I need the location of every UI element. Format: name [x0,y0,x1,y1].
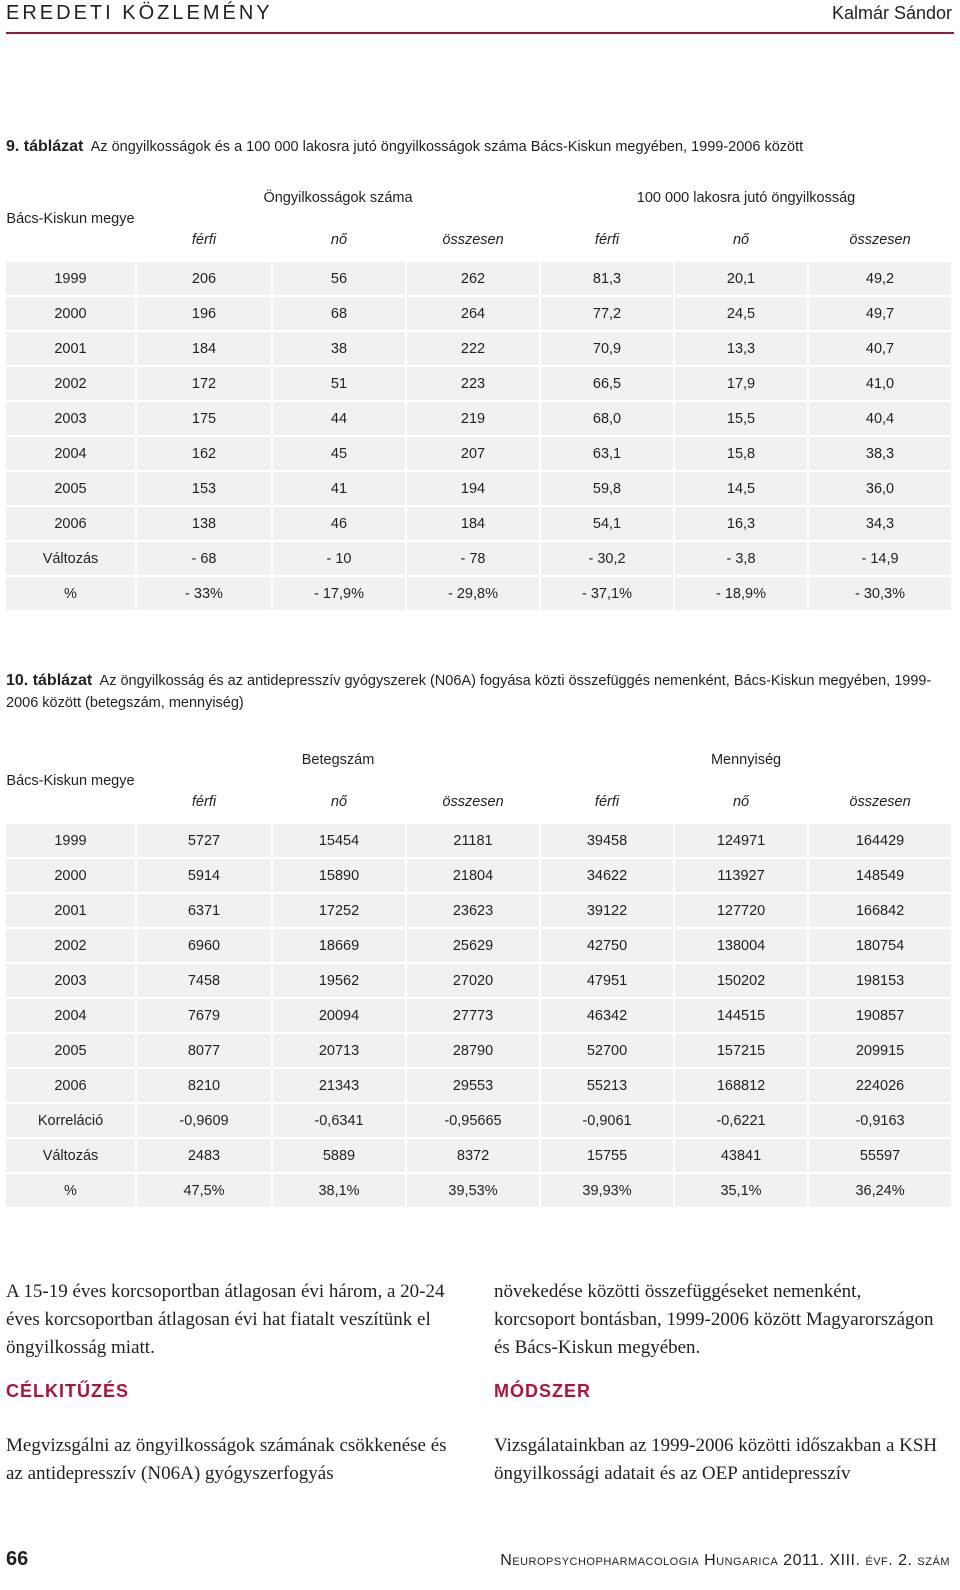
table-cell: - 30,2 [540,541,674,576]
table-cell: 6960 [136,928,272,963]
table-cell: 20,1 [674,261,808,296]
table-cell: 138004 [674,928,808,963]
table-cell: 63,1 [540,436,674,471]
table-cell: 54,1 [540,506,674,541]
table-cell: 124971 [674,823,808,858]
table-cell: - 3,8 [674,541,808,576]
table-cell: 144515 [674,998,808,1033]
right-section-heading: MÓDSZER [494,1381,591,1401]
table-cell: -0,6221 [674,1103,808,1138]
table-cell: 39,53% [406,1173,540,1208]
table-cell: - 29,8% [406,576,540,611]
table-cell: 68 [272,296,406,331]
table9-caption [6,136,952,158]
table-cell: -0,9163 [808,1103,952,1138]
table10-caption-text: Az öngyilkosság és az antidepresszív gyógyszerek (N06A) fogyása közti összefüggés nemenként, Bács-Kiskun megyében, 1999-2006 között (betegszám, mennyiség) [6,673,932,711]
column-header: nő [272,219,406,261]
table-cell: 172 [136,366,272,401]
table-cell: 66,5 [540,366,674,401]
table-row [6,366,952,401]
table-cell: 162 [136,436,272,471]
column-header: nő [272,781,406,823]
table-cell: 39,93% [540,1173,674,1208]
column-header: férfi [136,219,272,261]
table-cell: 7458 [136,963,272,998]
table-cell: 81,3 [540,261,674,296]
row-label: 2003 [6,401,136,436]
table-cell: 43841 [674,1138,808,1173]
row-label: Korreláció [6,1103,136,1138]
table9 [6,178,953,612]
table-cell: 40,4 [808,401,952,436]
author-name: Kalmár Sándor [831,3,952,23]
row-label: 2004 [6,998,136,1033]
row-label: 2006 [6,1068,136,1103]
journal-citation: Neuropsychopharmacologia Hungarica 2011. XIII. évf. 2. szám [500,1552,950,1569]
table-cell: 17252 [272,893,406,928]
table-cell: 153 [136,471,272,506]
row-label: 2002 [6,366,136,401]
table-cell: 47951 [540,963,674,998]
table-cell: 39122 [540,893,674,928]
table-cell: 184 [406,506,540,541]
table-row [6,1103,952,1138]
table-cell: 190857 [808,998,952,1033]
table-cell: 38 [272,331,406,366]
table-cell: 180754 [808,928,952,963]
table-cell: -0,9609 [136,1103,272,1138]
table-cell: 15890 [272,858,406,893]
table10 [6,740,953,1209]
table-cell: 157215 [674,1033,808,1068]
table-cell: - 68 [136,541,272,576]
table-cell: 49,7 [808,296,952,331]
table-cell: - 33% [136,576,272,611]
table-cell: 168812 [674,1068,808,1103]
table-cell: 21343 [272,1068,406,1103]
table-cell: 25629 [406,928,540,963]
table-cell: - 17,9% [272,576,406,611]
table-cell: 6371 [136,893,272,928]
table10-caption [6,670,952,714]
table-cell: 68,0 [540,401,674,436]
column-header: összesen [406,781,540,823]
table-row [6,998,952,1033]
table-row [6,541,952,576]
table-cell: 56 [272,261,406,296]
table-row [6,471,952,506]
table-cell: 223 [406,366,540,401]
table-cell: 14,5 [674,471,808,506]
table-cell: -0,9061 [540,1103,674,1138]
table-cell: 41,0 [808,366,952,401]
column-header: nő [674,781,808,823]
row-label: 1999 [6,261,136,296]
table9-region-header: Bács-Kiskun megye [6,178,136,261]
table-row [6,858,952,893]
table-cell: 55213 [540,1068,674,1103]
table-row [6,576,952,611]
table-cell: 13,3 [674,331,808,366]
table10-region-header: Bács-Kiskun megye [6,740,136,823]
table-cell: 224026 [808,1068,952,1103]
table-cell: -0,95665 [406,1103,540,1138]
table9-group-header: 100 000 lakosra jutó öngyilkosság [540,178,952,219]
column-header: férfi [540,781,674,823]
right-paragraph-2: Vizsgálatainkban az 1999-2006 közötti időszakban a KSH öngyilkossági adatait és az OEP antidepresszív [494,1435,938,1484]
page-header [0,0,960,36]
row-label: Változás [6,1138,136,1173]
table-cell: 36,0 [808,471,952,506]
table-cell: 59,8 [540,471,674,506]
row-label: 2000 [6,296,136,331]
table-cell: 222 [406,331,540,366]
table9-caption-text: Az öngyilkosságok és a 100 000 lakosra jutó öngyilkosságok száma Bács-Kiskun megyében, 1999-2006 között [90,139,804,155]
row-label: 2004 [6,436,136,471]
table-row [6,1173,952,1208]
row-label: 2001 [6,331,136,366]
table-cell: 18669 [272,928,406,963]
left-section-heading: CÉLKITŰZÉS [6,1381,130,1401]
table-cell: 39458 [540,823,674,858]
row-label: 1999 [6,823,136,858]
table-cell: 17,9 [674,366,808,401]
table-cell: 36,24% [808,1173,952,1208]
table-cell: 7679 [136,998,272,1033]
table-row [6,436,952,471]
table-cell: 164429 [808,823,952,858]
table-cell: 44 [272,401,406,436]
table-cell: 55597 [808,1138,952,1173]
header-divider [6,32,954,34]
table-cell: 194 [406,471,540,506]
table-cell: 28790 [406,1033,540,1068]
table-cell: 16,3 [674,506,808,541]
table-cell: 20094 [272,998,406,1033]
table-cell: 41 [272,471,406,506]
table-cell: 34,3 [808,506,952,541]
row-label: 2000 [6,858,136,893]
table-cell: 8372 [406,1138,540,1173]
table-cell: 5914 [136,858,272,893]
table-cell: 42750 [540,928,674,963]
row-label: % [6,576,136,611]
left-paragraph-1: A 15-19 éves korcsoportban átlagosan évi három, a 20-24 éves korcsoportban átlagosan évi hat fiatalt veszítünk el öngyilkosság miatt. [6,1281,445,1358]
table-row [6,331,952,366]
table-cell: 262 [406,261,540,296]
table-cell: 38,3 [808,436,952,471]
row-label: 2005 [6,1033,136,1068]
table10-group-header: Mennyiség [540,740,952,781]
page-number: 66 [6,1548,29,1570]
table-cell: 23623 [406,893,540,928]
table-cell: 70,9 [540,331,674,366]
table-cell: 21804 [406,858,540,893]
table-cell: 5727 [136,823,272,858]
table-cell: 148549 [808,858,952,893]
table-cell: 196 [136,296,272,331]
table-row [6,296,952,331]
table-cell: 15454 [272,823,406,858]
row-label: 2006 [6,506,136,541]
right-paragraph-1: növekedése közötti összefüggéseket nemenként, korcsoport bontásban, 1999-2006 között Magyarországon és Bács-Kiskun megyében. [494,1281,934,1358]
table-cell: - 18,9% [674,576,808,611]
column-header: férfi [540,219,674,261]
table-row [6,1033,952,1068]
table10-label: 10. táblázat [6,672,93,689]
table-cell: 8210 [136,1068,272,1103]
table-cell: 175 [136,401,272,436]
table-cell: 206 [136,261,272,296]
row-label: 2001 [6,893,136,928]
table-cell: 138 [136,506,272,541]
table-cell: 113927 [674,858,808,893]
table-cell: 51 [272,366,406,401]
table-cell: 219 [406,401,540,436]
left-paragraph-2: Megvizsgálni az öngyilkosságok számának csökkenése és az antidepresszív (N06A) gyógyszerfogyás [6,1435,447,1484]
row-label: 2002 [6,928,136,963]
table-row [6,261,952,296]
table-cell: 38,1% [272,1173,406,1208]
table-cell: 264 [406,296,540,331]
table-cell: 184 [136,331,272,366]
column-header: összesen [808,219,952,261]
table-cell: - 14,9 [808,541,952,576]
table9-group-header: Öngyilkosságok száma [136,178,540,219]
table-row [6,1138,952,1173]
table-cell: 209915 [808,1033,952,1068]
section-title: EREDETI KÖZLEMÉNY [6,2,273,24]
table-cell: 34622 [540,858,674,893]
table-cell: 24,5 [674,296,808,331]
table-cell: 20713 [272,1033,406,1068]
table-row [6,506,952,541]
table-cell: 46 [272,506,406,541]
table-cell: 47,5% [136,1173,272,1208]
table-cell: 127720 [674,893,808,928]
column-header: férfi [136,781,272,823]
table-cell: 15,5 [674,401,808,436]
table-row [6,963,952,998]
row-label: Változás [6,541,136,576]
table-cell: 198153 [808,963,952,998]
row-label: % [6,1173,136,1208]
table-row [6,401,952,436]
table-cell: -0,6341 [272,1103,406,1138]
table10-group-header: Betegszám [136,740,540,781]
table-row [6,823,952,858]
table-cell: 207 [406,436,540,471]
table-cell: 21181 [406,823,540,858]
table-cell: 35,1% [674,1173,808,1208]
table-cell: - 78 [406,541,540,576]
column-header: összesen [406,219,540,261]
table-cell: 77,2 [540,296,674,331]
table-cell: 8077 [136,1033,272,1068]
table-row [6,928,952,963]
row-label: 2003 [6,963,136,998]
table-row [6,1068,952,1103]
table-cell: 166842 [808,893,952,928]
table-cell: 29553 [406,1068,540,1103]
table-cell: 5889 [272,1138,406,1173]
table-cell: - 30,3% [808,576,952,611]
column-header: összesen [808,781,952,823]
table-cell: 49,2 [808,261,952,296]
table-cell: 45 [272,436,406,471]
table-cell: 46342 [540,998,674,1033]
table-row [6,893,952,928]
table-cell: 15,8 [674,436,808,471]
table-cell: 52700 [540,1033,674,1068]
table-cell: 2483 [136,1138,272,1173]
table-cell: 27773 [406,998,540,1033]
row-label: 2005 [6,471,136,506]
table-cell: 150202 [674,963,808,998]
table-cell: 40,7 [808,331,952,366]
column-header: nő [674,219,808,261]
table-cell: 19562 [272,963,406,998]
table-cell: 15755 [540,1138,674,1173]
table-cell: 27020 [406,963,540,998]
table-cell: - 37,1% [540,576,674,611]
table9-label: 9. táblázat [6,138,84,155]
table-cell: - 10 [272,541,406,576]
